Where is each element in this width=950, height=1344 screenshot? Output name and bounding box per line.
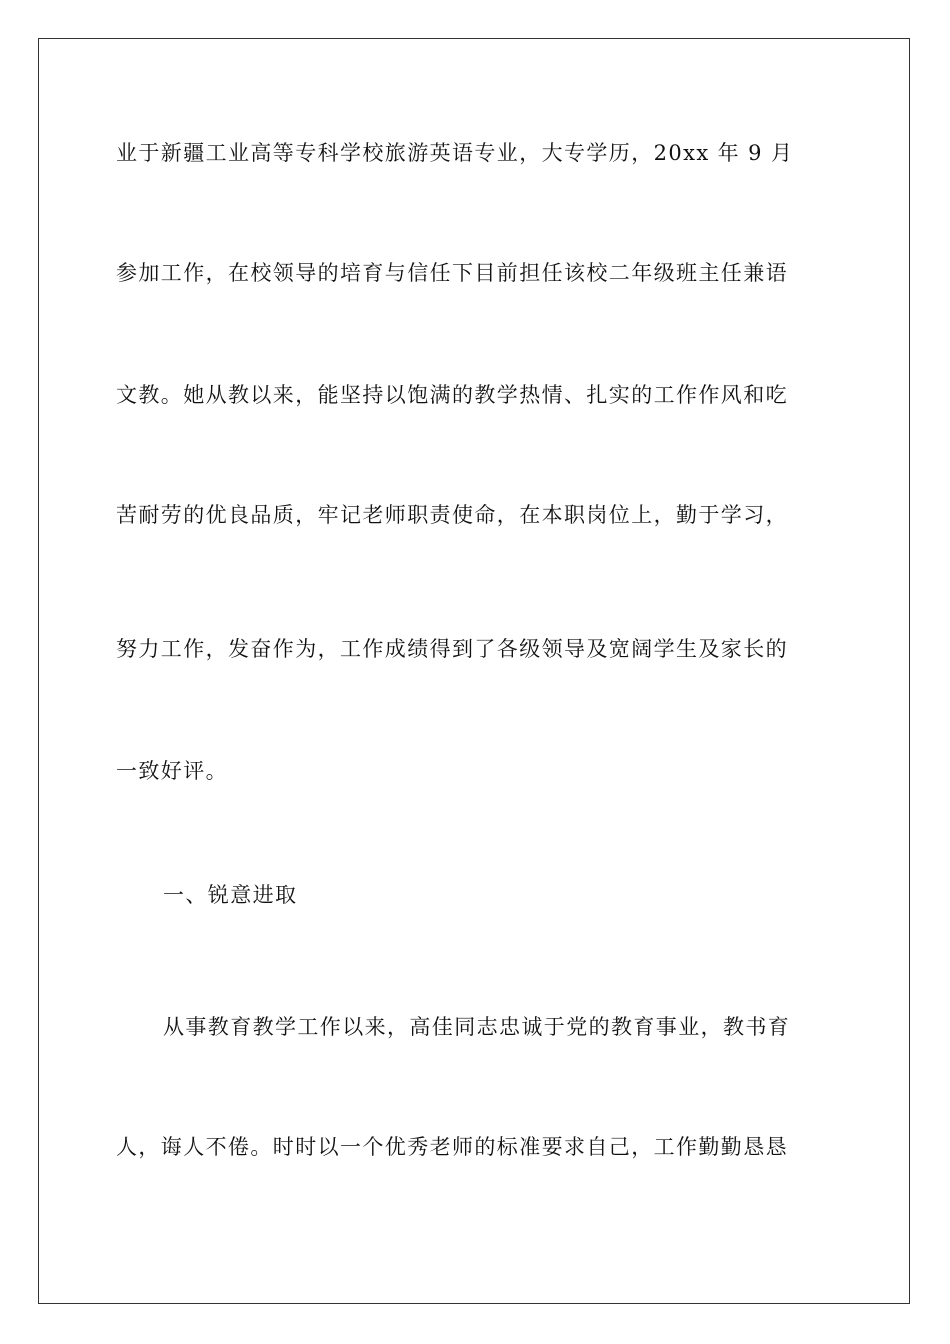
body-text-line: 业于新疆工业高等专科学校旅游英语专业，大专学历，20xx 年 9 月 xyxy=(116,141,794,165)
body-text-line: 苦耐劳的优良品质，牢记老师职责使命，在本职岗位上，勤于学习， xyxy=(116,503,788,527)
page-frame xyxy=(38,38,910,1304)
body-text-line: 参加工作，在校领导的培育与信任下目前担任该校二年级班主任兼语 xyxy=(116,261,788,285)
body-text-line: 努力工作，发奋作为，工作成绩得到了各级领导及宽阔学生及家长的 xyxy=(116,637,788,661)
section-heading: 一、锐意进取 xyxy=(163,883,298,907)
body-text-line: 人，诲人不倦。时时以一个优秀老师的标准要求自己，工作勤勤恳恳 xyxy=(116,1135,788,1159)
body-text-line: 从事教育教学工作以来，高佳同志忠诚于党的教育事业，教书育 xyxy=(163,1015,791,1039)
body-text-line: 文教。她从教以来，能坚持以饱满的教学热情、扎实的工作作风和吃 xyxy=(116,383,788,407)
body-text-line: 一致好评。 xyxy=(116,759,228,783)
